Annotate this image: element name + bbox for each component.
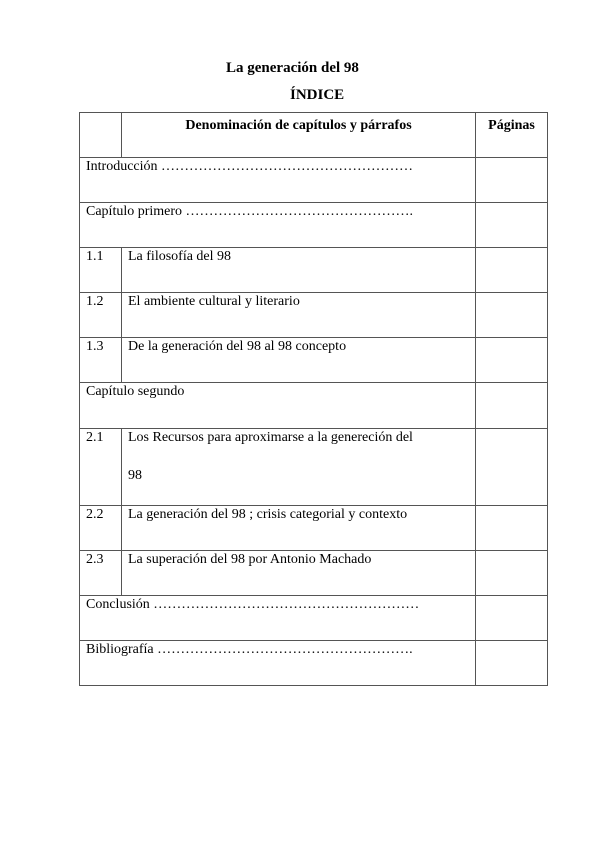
entry-page xyxy=(476,203,548,248)
table-header-row xyxy=(80,113,548,158)
entry-text: La filosofía del 98 xyxy=(122,248,476,293)
entry-text: Introducción ……………………………………………… xyxy=(80,158,476,203)
table-of-contents xyxy=(79,112,548,686)
entry-page xyxy=(476,551,548,596)
table-row-capitulo-primero xyxy=(80,203,548,248)
document-title: La generación del 98 xyxy=(226,60,359,76)
entry-text: Los Recursos para aproximarse a la genereción del xyxy=(128,430,413,445)
entry-number: 1.3 xyxy=(80,338,122,383)
entry-page xyxy=(476,429,548,506)
entry-text-line2: 98 xyxy=(128,468,142,483)
table-row-2-3 xyxy=(80,551,548,596)
entry-page xyxy=(476,293,548,338)
entry-text: Bibliografía ………………………………………………. xyxy=(80,641,476,686)
entry-page xyxy=(476,506,548,551)
entry-page xyxy=(476,383,548,429)
entry-page xyxy=(476,338,548,383)
entry-page xyxy=(476,596,548,641)
entry-text: Capítulo segundo xyxy=(80,383,476,429)
index-heading: ÍNDICE xyxy=(290,87,345,103)
entry-page xyxy=(476,641,548,686)
entry-number: 2.3 xyxy=(80,551,122,596)
table-row-conclusion xyxy=(80,596,548,641)
entry-number: 2.2 xyxy=(80,506,122,551)
entry-text: De la generación del 98 al 98 concepto xyxy=(122,338,476,383)
entry-number: 1.1 xyxy=(80,248,122,293)
entry-page xyxy=(476,158,548,203)
entry-text: La superación del 98 por Antonio Machado xyxy=(122,551,476,596)
table-row-capitulo-segundo xyxy=(80,383,548,429)
entry-text: Capítulo primero …………………………………………. xyxy=(80,203,476,248)
entry-text: Conclusión ………………………………………………… xyxy=(80,596,476,641)
entry-text: La generación del 98 ; crisis categorial y contexto xyxy=(122,506,476,551)
entry-text-cell xyxy=(122,429,476,506)
table-row-1-3 xyxy=(80,338,548,383)
table-row-2-2 xyxy=(80,506,548,551)
table-row-bibliografia xyxy=(80,641,548,686)
entry-number: 2.1 xyxy=(80,429,122,506)
table-row-introduccion xyxy=(80,158,548,203)
entry-number: 1.2 xyxy=(80,293,122,338)
table-row-2-1 xyxy=(80,429,548,506)
header-pages: Páginas xyxy=(476,113,548,158)
table-row-1-1 xyxy=(80,248,548,293)
entry-page xyxy=(476,248,548,293)
table-row-1-2 xyxy=(80,293,548,338)
header-number xyxy=(80,113,122,158)
entry-text: El ambiente cultural y literario xyxy=(122,293,476,338)
header-denomination: Denominación de capítulos y párrafos xyxy=(122,113,476,158)
